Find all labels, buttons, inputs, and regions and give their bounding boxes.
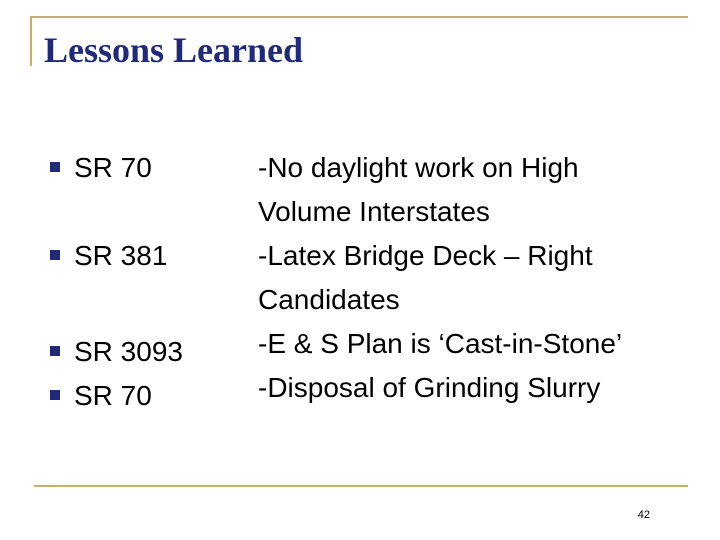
title-frame-left-rule	[30, 16, 32, 66]
square-bullet-icon	[50, 250, 60, 260]
title-frame-top-rule	[30, 16, 688, 18]
bullet-item	[50, 146, 250, 190]
bullet-item	[50, 374, 250, 418]
bullet-label: SR 381	[74, 240, 168, 271]
note-line: -No daylight work on High	[258, 152, 579, 183]
note-line: -Latex Bridge Deck – Right	[258, 240, 593, 271]
square-bullet-icon	[50, 162, 60, 172]
page-number: 42	[637, 509, 650, 521]
note-line: Volume Interstates	[258, 196, 490, 227]
slide-title: Lessons Learned	[44, 30, 304, 70]
note-line: -E & S Plan is ‘Cast-in-Stone’	[258, 328, 623, 359]
footer-rule	[34, 485, 688, 487]
square-bullet-icon	[50, 346, 60, 356]
bullet-label: SR 70	[74, 152, 152, 183]
bullet-item	[50, 330, 250, 374]
bullet-label: SR 3093	[74, 336, 183, 367]
note-line: Candidates	[258, 284, 400, 315]
notes-list	[258, 146, 622, 410]
bullet-item	[50, 234, 250, 278]
square-bullet-icon	[50, 390, 60, 400]
bullet-label: SR 70	[74, 380, 152, 411]
note-line: -Disposal of Grinding Slurry	[258, 372, 601, 403]
